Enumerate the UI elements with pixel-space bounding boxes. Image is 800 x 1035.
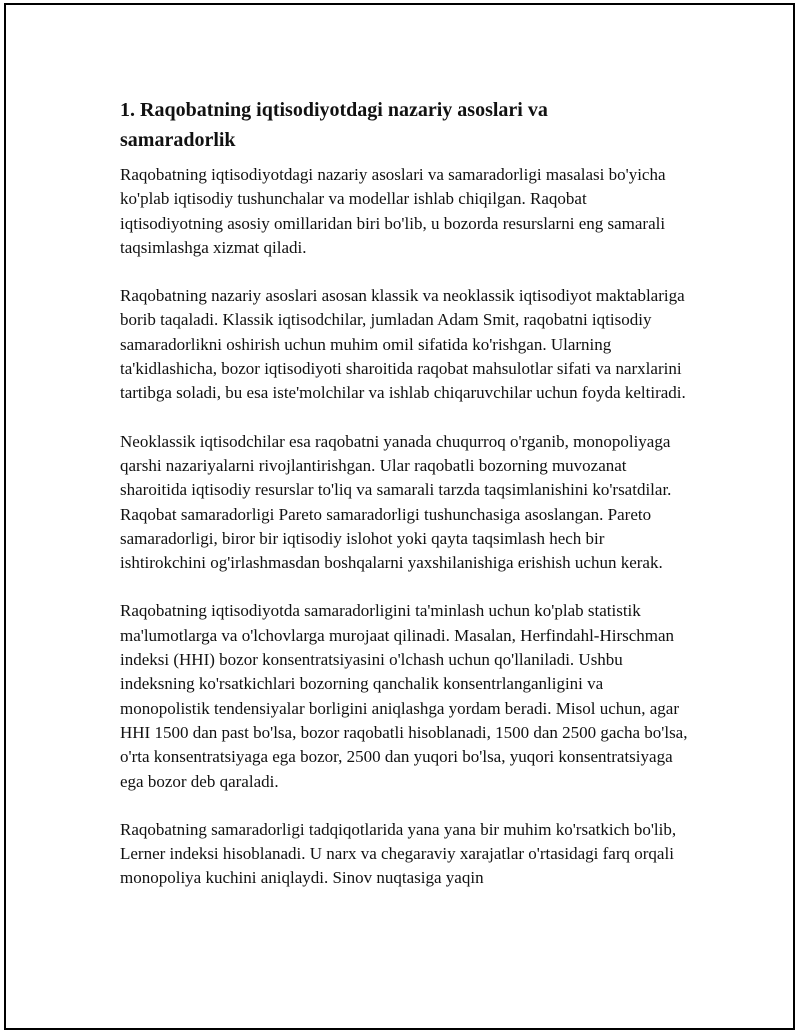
- paragraph-3: Neoklassik iqtisodchilar esa raqobatni yanada chuqurroq o'rganib, monopoliyaga qarshi nazariyalarni rivojlantirishgan. Ular raqobatli bozorning muvozanat sharoitida iqtisodiy resurslar to'liq va samarali tarzda taqsimlanishini ko'rsatdilar. Raqobat samaradorligi Pareto samaradorligi tushunchasiga asoslangan. Pareto samaradorligi, biror bir iqtisodiy islohot yoki qayta taqsimlash hech bir ishtirokchini og'irlashmasdan boshqalarni yaxshilanishiga erishish uchun kerak.: [120, 431, 672, 573]
- document-body: [120, 95, 692, 891]
- paragraph-5: Raqobatning samaradorligi tadqiqotlarida yana yana bir muhim ko'rsatkich bo'lib, Lerner indeksi hisoblanadi. U narx va chegaraviy xarajatlar o'rtasidagi farq orqali monopoliya kuchini aniqlaydi. Sinov nuqtasiga yaqin: [120, 819, 677, 888]
- paragraph-1: Raqobatning iqtisodiyotdagi nazariy asoslari va samaradorligi masalasi bo'yicha ko'plab iqtisodiy tushunchalar va modellar ishlab chiqilgan. Raqobat iqtisodiyotning asosiy omillaridan biri bo'lib, u bozorda resurslarni eng samarali taqsimlashga xizmat qiladi.: [120, 165, 666, 257]
- page-frame: [4, 3, 795, 1030]
- section-heading: 1. Raqobatning iqtisodiyotdagi nazariy asoslari va samaradorlik: [120, 99, 548, 151]
- paragraph-2: Raqobatning nazariy asoslari asosan klassik va neoklassik iqtisodiyot maktablariga borib taqaladi. Klassik iqtisodchilar, jumladan Adam Smit, raqobatni iqtisodiy samaradorlikni oshirish uchun muhim omil sifatida ko'rishgan. Ularning ta'kidlashicha, bozor iqtisodiyoti sharoitida raqobat mahsulotlar sifati va narxlarini tartibga soladi, bu esa iste'molchilar va ishlab chiqaruvchilar uchun foyda keltiradi.: [120, 286, 686, 403]
- paragraph-4: Raqobatning iqtisodiyotda samaradorligini ta'minlash uchun ko'plab statistik ma'lumotlarga va o'lchovlarga murojaat qilinadi. Masalan, Herfindahl-Hirschman indeksi (HHI) bozor konsentratsiyasini o'lchash uchun qo'llaniladi. Ushbu indeksning ko'rsatkichlari bozorning qanchalik konsentrlanganligini va monopolistik tendensiyalar borligini aniqlashga yordam beradi. Misol uchun, agar HHI 1500 dan past bo'lsa, bozor raqobatli hisoblanadi, 1500 dan 2500 gacha bo'lsa, o'rta konsentratsiyaga ega bozor, 2500 dan yuqori bo'lsa, yuqori konsentratsiyaga ega bozor deb qaraladi.: [120, 601, 688, 791]
